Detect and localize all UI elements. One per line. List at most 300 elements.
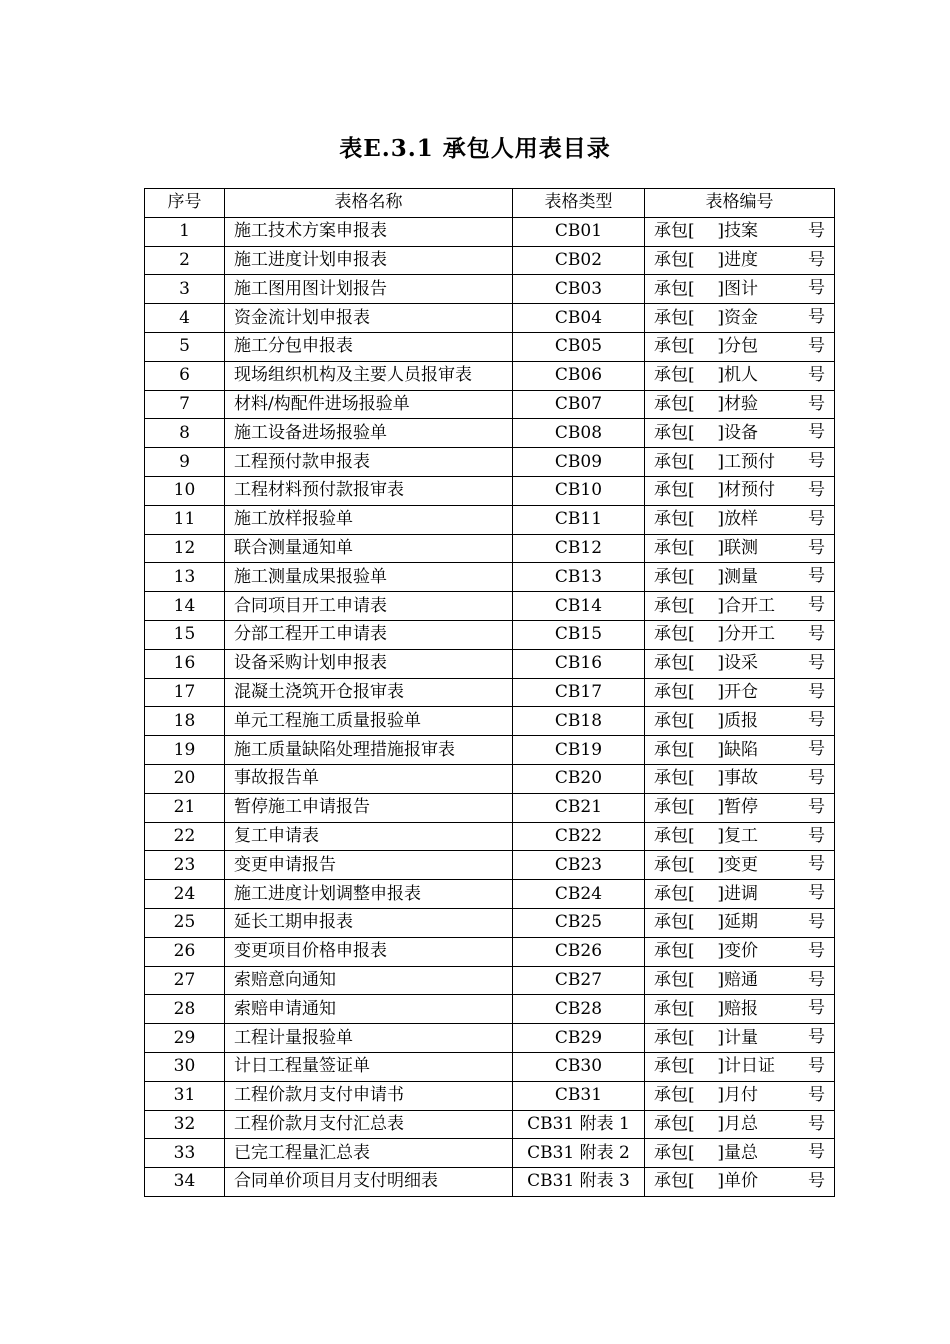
row-seq: 21 [145,793,225,822]
row-seq: 34 [145,1168,225,1197]
code-prefix: 承包[ [654,537,695,558]
row-form-code [645,620,835,649]
code-prefix: 承包[ [654,768,695,789]
code-prefix: 承包[ [654,1056,695,1077]
row-form-name: 复工申请表 [225,822,513,851]
row-form-name: 工程预付款申报表 [225,448,513,477]
code-prefix: 承包[ [654,509,695,530]
code-suffix: 号 [808,1055,825,1076]
code-bracket-close: ] [717,883,724,904]
row-seq: 7 [145,390,225,419]
code-abbr: 联测 [724,537,758,558]
table-row [145,995,835,1024]
code-abbr: 变价 [724,941,758,962]
row-form-type: CB09 [513,448,645,477]
row-seq: 1 [145,217,225,246]
code-suffix: 号 [808,854,825,875]
code-suffix: 号 [808,307,825,328]
code-suffix: 号 [808,508,825,529]
row-form-code [645,908,835,937]
row-form-type: CB17 [513,678,645,707]
row-form-name: 索赔意向通知 [225,966,513,995]
row-form-code [645,505,835,534]
row-seq: 31 [145,1081,225,1110]
row-form-type: CB18 [513,707,645,736]
row-seq: 28 [145,995,225,1024]
code-suffix: 号 [808,393,825,414]
row-form-type: CB02 [513,246,645,275]
row-seq: 9 [145,448,225,477]
row-seq: 23 [145,851,225,880]
code-bracket-close: ] [717,595,724,616]
code-prefix: 承包[ [654,1113,695,1134]
row-form-type: CB01 [513,217,645,246]
code-prefix: 承包[ [654,998,695,1019]
code-abbr: 进调 [724,883,758,904]
row-form-type: CB03 [513,275,645,304]
row-form-name: 现场组织机构及主要人员报审表 [225,361,513,390]
row-form-name: 索赔申请通知 [225,995,513,1024]
row-form-name: 施工分包申报表 [225,332,513,361]
code-prefix: 承包[ [654,307,695,328]
code-suffix: 号 [808,652,825,673]
code-suffix: 号 [808,1171,825,1192]
row-form-code [645,332,835,361]
row-form-code [645,851,835,880]
row-form-code [645,1139,835,1168]
row-form-type: CB10 [513,476,645,505]
code-bracket-close: ] [717,998,724,1019]
row-seq: 32 [145,1110,225,1139]
row-seq: 14 [145,592,225,621]
table-row [145,649,835,678]
row-seq: 8 [145,419,225,448]
code-bracket-close: ] [717,653,724,674]
code-suffix: 号 [808,911,825,932]
row-form-type: CB13 [513,563,645,592]
code-abbr: 复工 [724,825,758,846]
code-abbr: 质报 [724,710,758,731]
code-bracket-close: ] [717,941,724,962]
code-abbr: 月付 [724,1085,758,1106]
code-suffix: 号 [808,796,825,817]
code-abbr: 资金 [724,307,758,328]
code-abbr: 计量 [724,1027,758,1048]
code-abbr: 测量 [724,566,758,587]
code-prefix: 承包[ [654,912,695,933]
code-suffix: 号 [808,249,825,270]
row-form-code [645,217,835,246]
page-title: 表E.3.1 承包人用表目录 [339,135,611,162]
code-suffix: 号 [808,422,825,443]
row-form-type: CB23 [513,851,645,880]
row-form-type: CB24 [513,880,645,909]
code-bracket-close: ] [717,1113,724,1134]
row-form-code [645,1081,835,1110]
row-seq: 10 [145,476,225,505]
code-prefix: 承包[ [654,681,695,702]
row-form-code [645,707,835,736]
row-form-code [645,1024,835,1053]
row-form-code [645,1168,835,1197]
code-prefix: 承包[ [654,825,695,846]
code-suffix: 号 [808,220,825,241]
table-row [145,1110,835,1139]
row-form-code [645,649,835,678]
row-form-name: 计日工程量签证单 [225,1052,513,1081]
row-seq: 25 [145,908,225,937]
code-abbr: 开仓 [724,681,758,702]
row-form-name: 混凝土浇筑开仓报审表 [225,678,513,707]
code-bracket-close: ] [717,768,724,789]
code-prefix: 承包[ [654,365,695,386]
row-form-code [645,304,835,333]
code-suffix: 号 [808,1142,825,1163]
row-form-type: CB26 [513,937,645,966]
code-suffix: 号 [808,595,825,616]
code-abbr: 合开工 [724,595,775,616]
table-row [145,304,835,333]
row-form-name: 变更项目价格申报表 [225,937,513,966]
row-form-type: CB12 [513,534,645,563]
code-abbr: 单价 [724,1171,758,1192]
code-abbr: 变更 [724,854,758,875]
row-form-type: CB31 附表 1 [513,1110,645,1139]
table-row [145,822,835,851]
row-form-name: 变更申请报告 [225,851,513,880]
code-prefix: 承包[ [654,739,695,760]
row-form-type: CB25 [513,908,645,937]
row-form-type: CB21 [513,793,645,822]
row-form-name: 施工设备进场报验单 [225,419,513,448]
table-row [145,361,835,390]
code-prefix: 承包[ [654,969,695,990]
code-suffix: 号 [808,998,825,1019]
code-prefix: 承包[ [654,1027,695,1048]
row-seq: 4 [145,304,225,333]
row-seq: 15 [145,620,225,649]
table-row [145,419,835,448]
table-row [145,908,835,937]
row-form-code [645,995,835,1024]
code-abbr: 材预付 [724,480,775,501]
code-prefix: 承包[ [654,480,695,501]
row-form-code [645,736,835,765]
code-prefix: 承包[ [654,1171,695,1192]
row-form-code [645,592,835,621]
row-form-name: 暂停施工申请报告 [225,793,513,822]
table-row [145,707,835,736]
table-row [145,678,835,707]
row-seq: 11 [145,505,225,534]
code-suffix: 号 [808,940,825,961]
code-abbr: 图计 [724,278,758,299]
code-bracket-close: ] [717,365,724,386]
row-seq: 24 [145,880,225,909]
table-row [145,620,835,649]
row-form-code [645,1110,835,1139]
table-row [145,966,835,995]
row-form-name: 事故报告单 [225,764,513,793]
code-prefix: 承包[ [654,221,695,242]
table-row [145,505,835,534]
code-bracket-close: ] [717,1027,724,1048]
row-form-name: 施工技术方案申报表 [225,217,513,246]
code-bracket-close: ] [717,710,724,731]
row-seq: 22 [145,822,225,851]
table-row [145,448,835,477]
form-index-table [144,188,835,1197]
code-abbr: 缺陷 [724,739,758,760]
code-bracket-close: ] [717,624,724,645]
row-form-name: 资金流计划申报表 [225,304,513,333]
code-bracket-close: ] [717,969,724,990]
row-seq: 30 [145,1052,225,1081]
row-seq: 12 [145,534,225,563]
code-abbr: 机人 [724,365,758,386]
table-row [145,1024,835,1053]
code-prefix: 承包[ [654,249,695,270]
code-bracket-close: ] [717,681,724,702]
row-form-code [645,937,835,966]
row-form-code [645,419,835,448]
row-seq: 16 [145,649,225,678]
row-form-name: 工程价款月支付汇总表 [225,1110,513,1139]
row-form-name: 施工质量缺陷处理措施报审表 [225,736,513,765]
code-bracket-close: ] [717,509,724,530]
code-suffix: 号 [808,537,825,558]
code-abbr: 事故 [724,768,758,789]
code-bracket-close: ] [717,1142,724,1163]
code-bracket-close: ] [717,825,724,846]
code-suffix: 号 [808,364,825,385]
table-row [145,851,835,880]
table-row [145,764,835,793]
table-row [145,246,835,275]
table-row [145,1168,835,1197]
code-prefix: 承包[ [654,451,695,472]
table-row [145,736,835,765]
row-seq: 17 [145,678,225,707]
row-form-type: CB20 [513,764,645,793]
row-form-type: CB29 [513,1024,645,1053]
code-abbr: 设采 [724,653,758,674]
row-form-name: 施工图用图计划报告 [225,275,513,304]
row-form-code [645,880,835,909]
code-abbr: 赔通 [724,969,758,990]
table-header-row [145,189,835,218]
table-body [145,217,835,1196]
row-form-name: 工程计量报验单 [225,1024,513,1053]
row-form-type: CB22 [513,822,645,851]
row-form-code [645,390,835,419]
row-seq: 26 [145,937,225,966]
row-form-code [645,793,835,822]
code-suffix: 号 [808,825,825,846]
code-bracket-close: ] [717,393,724,414]
row-form-name: 合同项目开工申请表 [225,592,513,621]
row-form-code [645,476,835,505]
row-form-type: CB05 [513,332,645,361]
code-prefix: 承包[ [654,1085,695,1106]
code-suffix: 号 [808,335,825,356]
code-abbr: 暂停 [724,797,758,818]
code-bracket-close: ] [717,537,724,558]
row-form-name: 联合测量通知单 [225,534,513,563]
code-prefix: 承包[ [654,336,695,357]
row-form-name: 分部工程开工申请表 [225,620,513,649]
table-row [145,1052,835,1081]
code-suffix: 号 [808,451,825,472]
table-row [145,880,835,909]
row-seq: 33 [145,1139,225,1168]
code-bracket-close: ] [717,422,724,443]
header-name: 表格名称 [225,189,513,218]
row-form-name: 设备采购计划申报表 [225,649,513,678]
code-suffix: 号 [808,969,825,990]
row-form-type: CB31 附表 2 [513,1139,645,1168]
row-seq: 2 [145,246,225,275]
table-row [145,1139,835,1168]
table-row [145,937,835,966]
row-form-type: CB04 [513,304,645,333]
table-row [145,1081,835,1110]
code-abbr: 技案 [724,221,758,242]
row-form-type: CB27 [513,966,645,995]
code-prefix: 承包[ [654,393,695,414]
row-form-name: 合同单价项目月支付明细表 [225,1168,513,1197]
row-seq: 19 [145,736,225,765]
code-abbr: 赔报 [724,998,758,1019]
row-form-code [645,563,835,592]
row-form-name: 单元工程施工质量报验单 [225,707,513,736]
code-prefix: 承包[ [654,797,695,818]
code-bracket-close: ] [717,1056,724,1077]
table-row [145,217,835,246]
row-seq: 13 [145,563,225,592]
row-form-type: CB30 [513,1052,645,1081]
code-suffix: 号 [808,681,825,702]
code-prefix: 承包[ [654,278,695,299]
row-form-name: 已完工程量汇总表 [225,1139,513,1168]
code-prefix: 承包[ [654,854,695,875]
row-form-type: CB15 [513,620,645,649]
code-bracket-close: ] [717,1171,724,1192]
code-abbr: 放样 [724,509,758,530]
row-form-code [645,275,835,304]
code-bracket-close: ] [717,451,724,472]
code-abbr: 计日证 [724,1056,775,1077]
row-form-type: CB08 [513,419,645,448]
row-form-type: CB31 附表 3 [513,1168,645,1197]
code-suffix: 号 [808,883,825,904]
row-seq: 18 [145,707,225,736]
row-form-name: 施工放样报验单 [225,505,513,534]
code-abbr: 设备 [724,422,758,443]
table-row [145,534,835,563]
table-row [145,275,835,304]
row-form-name: 工程价款月支付申请书 [225,1081,513,1110]
row-form-type: CB07 [513,390,645,419]
row-form-name: 材料/构配件进场报验单 [225,390,513,419]
row-seq: 3 [145,275,225,304]
code-prefix: 承包[ [654,883,695,904]
row-form-code [645,534,835,563]
code-suffix: 号 [808,710,825,731]
table-row [145,563,835,592]
code-bracket-close: ] [717,480,724,501]
table-row [145,476,835,505]
code-suffix: 号 [808,623,825,644]
row-form-name: 施工测量成果报验单 [225,563,513,592]
code-bracket-close: ] [717,854,724,875]
code-bracket-close: ] [717,566,724,587]
row-form-type: CB28 [513,995,645,1024]
row-seq: 27 [145,966,225,995]
table-row [145,390,835,419]
code-bracket-close: ] [717,249,724,270]
code-bracket-close: ] [717,221,724,242]
code-prefix: 承包[ [654,941,695,962]
code-bracket-close: ] [717,912,724,933]
code-bracket-close: ] [717,739,724,760]
code-abbr: 分包 [724,336,758,357]
row-form-type: CB14 [513,592,645,621]
row-seq: 29 [145,1024,225,1053]
row-seq: 5 [145,332,225,361]
code-bracket-close: ] [717,278,724,299]
code-prefix: 承包[ [654,624,695,645]
row-seq: 20 [145,764,225,793]
table-row [145,793,835,822]
code-abbr: 延期 [724,912,758,933]
row-form-code [645,822,835,851]
code-prefix: 承包[ [654,566,695,587]
row-form-code [645,361,835,390]
row-form-code [645,966,835,995]
code-bracket-close: ] [717,336,724,357]
code-bracket-close: ] [717,797,724,818]
code-suffix: 号 [808,1113,825,1134]
code-prefix: 承包[ [654,1142,695,1163]
code-suffix: 号 [808,1084,825,1105]
row-form-name: 施工进度计划申报表 [225,246,513,275]
code-bracket-close: ] [717,307,724,328]
code-suffix: 号 [808,739,825,760]
row-form-type: CB19 [513,736,645,765]
code-prefix: 承包[ [654,422,695,443]
code-abbr: 分开工 [724,624,775,645]
row-form-type: CB11 [513,505,645,534]
code-suffix: 号 [808,278,825,299]
code-abbr: 材验 [724,393,758,414]
row-form-name: 施工进度计划调整申报表 [225,880,513,909]
row-form-code [645,678,835,707]
row-form-type: CB31 [513,1081,645,1110]
code-abbr: 工预付 [724,451,775,472]
row-form-name: 延长工期申报表 [225,908,513,937]
code-suffix: 号 [808,1027,825,1048]
code-abbr: 量总 [724,1142,758,1163]
code-suffix: 号 [808,479,825,500]
header-code: 表格编号 [645,189,835,218]
row-form-type: CB06 [513,361,645,390]
code-prefix: 承包[ [654,653,695,674]
header-type: 表格类型 [513,189,645,218]
row-form-code [645,764,835,793]
row-form-type: CB16 [513,649,645,678]
code-suffix: 号 [808,767,825,788]
